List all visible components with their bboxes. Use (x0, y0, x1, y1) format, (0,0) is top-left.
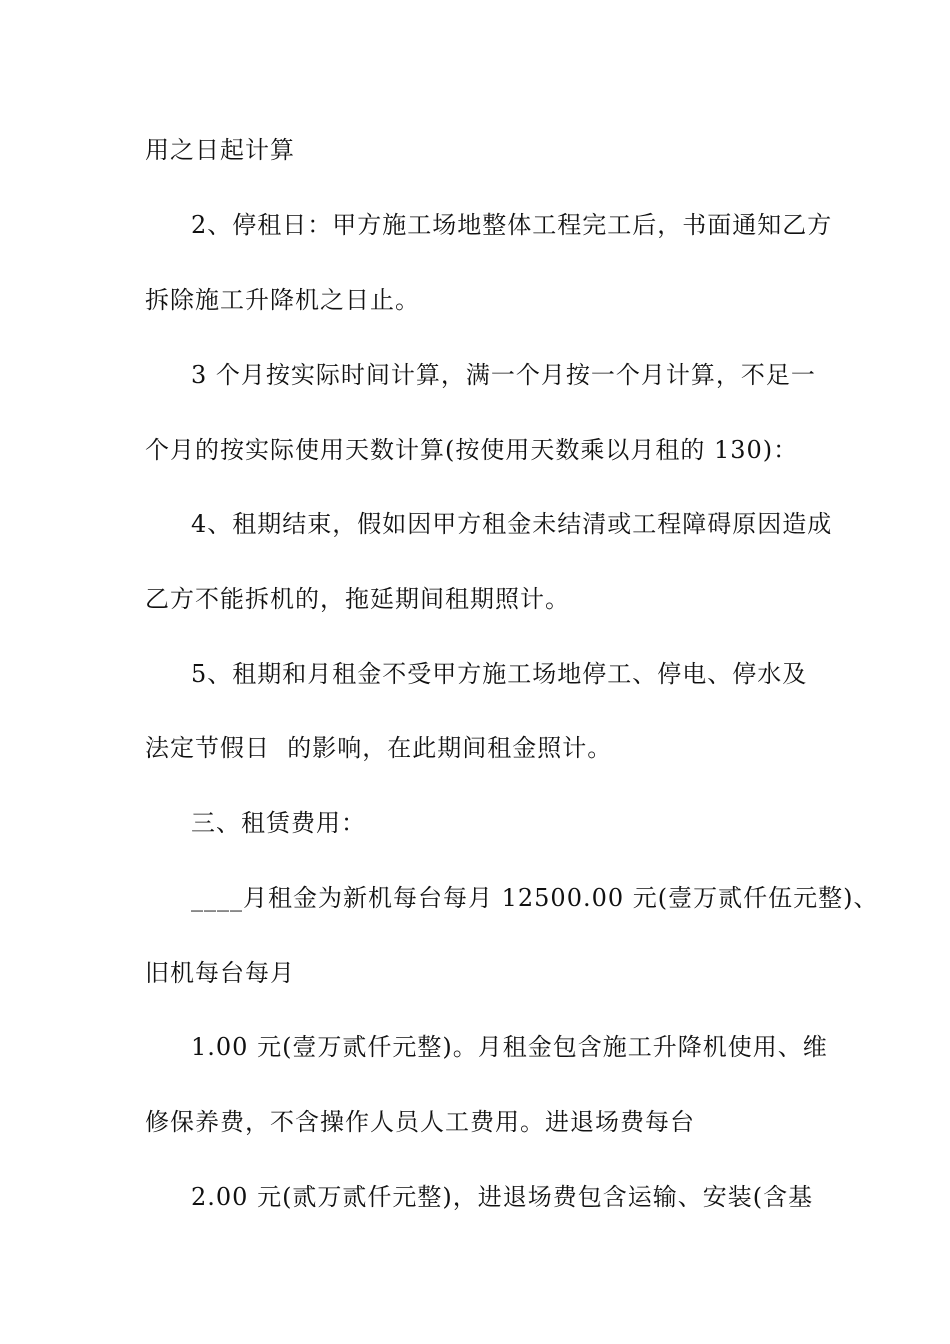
text-line: 拆除施工升降机之日止。 (145, 286, 420, 314)
text-line: 乙方不能拆机的，拖延期间租期照计。 (145, 585, 570, 613)
text-line: 3 个月按实际时间计算，满一个月按一个月计算，不足一 (191, 361, 816, 389)
text-line: 2、停租日：甲方施工场地整体工程完工后，书面通知乙方 (191, 211, 833, 239)
section-heading: 三、租赁费用： (191, 809, 366, 837)
text-line: 个月的按实际使用天数计算(按使用天数乘以月租的 130)： (145, 436, 799, 464)
text-line: 修保养费，不含操作人员人工费用。进退场费每台 (145, 1108, 695, 1136)
text-line: 1.00 元(壹万贰仟元整)。月租金包含施工升降机使用、维 (191, 1033, 828, 1061)
text-line: 5、租期和月租金不受甲方施工场地停工、停电、停水及 (191, 660, 808, 688)
text-line: 4、租期结束，假如因甲方租金未结清或工程障碍原因造成 (191, 510, 833, 538)
text-line: 法定节假日 的影响，在此期间租金照计。 (145, 734, 613, 762)
text-line: 用之日起计算 (145, 136, 295, 164)
text-line: ____月租金为新机每台每月 12500.00 元(壹万贰仟伍元整)、 (191, 884, 879, 912)
text-line: 旧机每台每月 (145, 959, 295, 987)
text-line: 2.00 元(贰万贰仟元整)，进退场费包含运输、安装(含基 (191, 1183, 814, 1211)
